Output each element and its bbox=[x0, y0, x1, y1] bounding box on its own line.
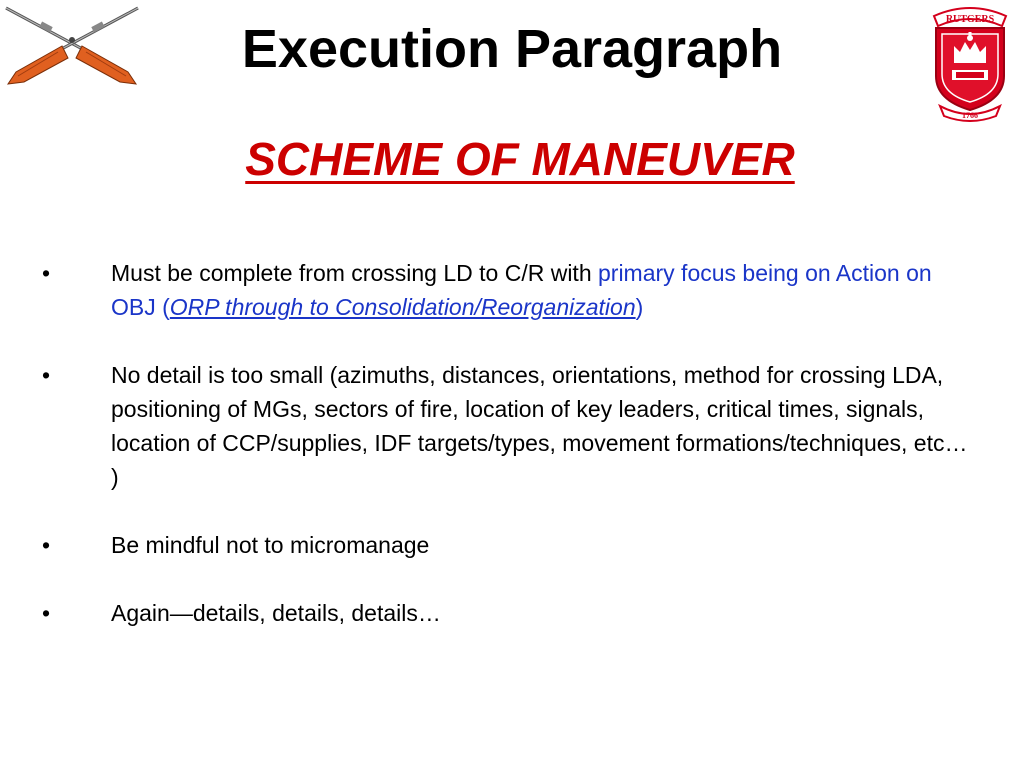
bullet-marker: • bbox=[42, 362, 51, 388]
bullet-text: No detail is too small (azimuths, distances, orientations, method for crossing LDA, positioning of MGs, sectors of fire, location of key leaders, critical times, signals, location of CCP/supplies, IDF targets/types, movement formations/techniques, etc… ) bbox=[111, 362, 968, 490]
bullet-close-paren: ) bbox=[635, 294, 644, 320]
bullet-text bbox=[111, 256, 981, 324]
shield-banner-text: RUTGERS bbox=[945, 14, 995, 25]
slide-subtitle: SCHEME OF MANEUVER bbox=[245, 133, 795, 185]
bullet-highlight: primary focus being on Action on OBJ bbox=[111, 260, 932, 320]
bullet-marker: • bbox=[42, 600, 51, 626]
shield-year-text: 1766 bbox=[962, 111, 978, 120]
bullet-text: Be mindful not to micromanage bbox=[111, 532, 430, 558]
bullet-text: Again—details, details, details… bbox=[111, 600, 441, 626]
bullet-open-paren: ( bbox=[155, 294, 170, 320]
bullet-link[interactable]: ORP through to Consolidation/Reorganization bbox=[169, 294, 636, 320]
slide-title: Execution Paragraph bbox=[241, 19, 783, 79]
bullet-marker: • bbox=[42, 532, 51, 558]
bullet-text-plain: Must be complete from crossing LD to C/R with bbox=[111, 260, 598, 286]
bullet-marker: • bbox=[42, 260, 51, 286]
